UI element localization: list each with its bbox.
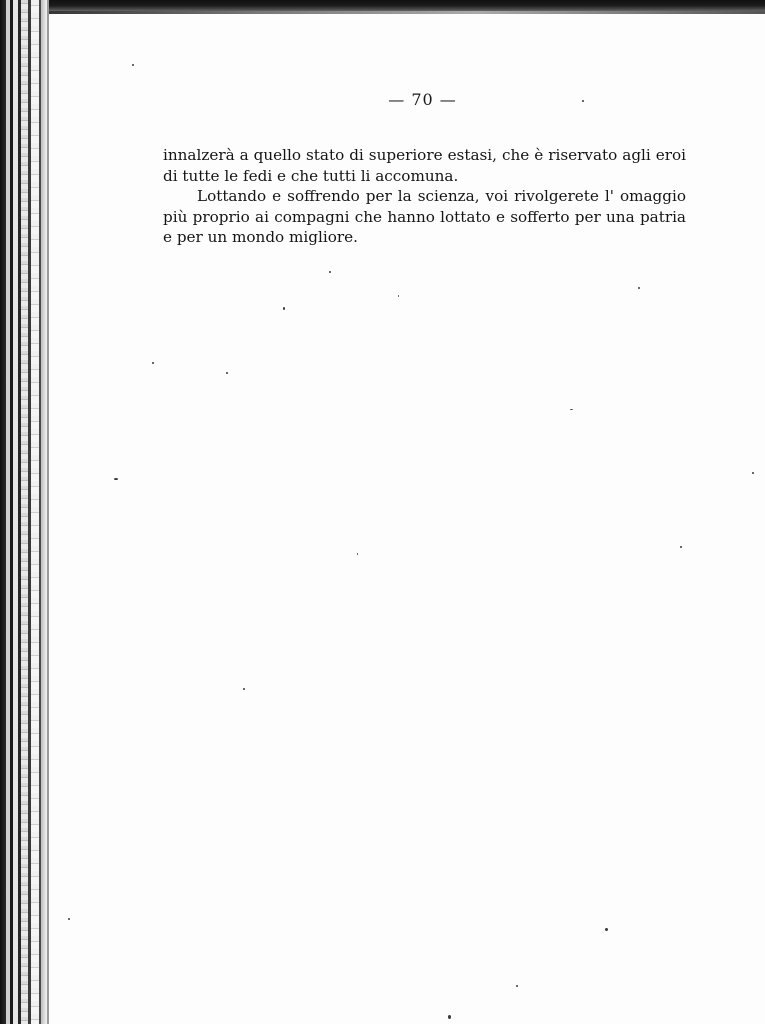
- scan-speck: [605, 928, 608, 931]
- scan-speck: [752, 472, 754, 474]
- text-line: innalzerà a quello stato di superiore estasi, che è riservato agli eroi: [163, 146, 686, 164]
- scan-speck: [132, 64, 134, 66]
- scan-speck: [152, 362, 154, 364]
- scan-speck: [283, 307, 285, 310]
- scan-speck: [226, 372, 228, 374]
- page-number: — 70 —: [388, 90, 457, 109]
- scan-speck: [680, 546, 682, 548]
- body-text: [163, 145, 686, 248]
- scan-speck: [582, 100, 584, 102]
- scan-speck: [357, 553, 358, 555]
- text-line: Lottando e soffrendo per la scienza, voi rivolgerete l' omaggio: [197, 187, 686, 205]
- scan-speck: [329, 271, 331, 273]
- book-binding-edge: [0, 0, 50, 1024]
- scan-speck: [398, 295, 399, 297]
- text-line: più proprio ai compagni che hanno lottato e sofferto per una patria: [163, 207, 686, 226]
- scan-speck: [570, 409, 573, 410]
- scan-speck: [516, 985, 518, 987]
- page-top-edge: [0, 0, 765, 14]
- scan-speck: [638, 287, 640, 289]
- scan-speck: [243, 688, 245, 690]
- scan-speck: [114, 478, 118, 480]
- scan-speck: [448, 1015, 451, 1019]
- text-line: e per un mondo migliore.: [163, 228, 358, 246]
- scan-speck: [68, 918, 70, 920]
- text-line: di tutte le fedi e che tutti li accomuna.: [163, 166, 459, 185]
